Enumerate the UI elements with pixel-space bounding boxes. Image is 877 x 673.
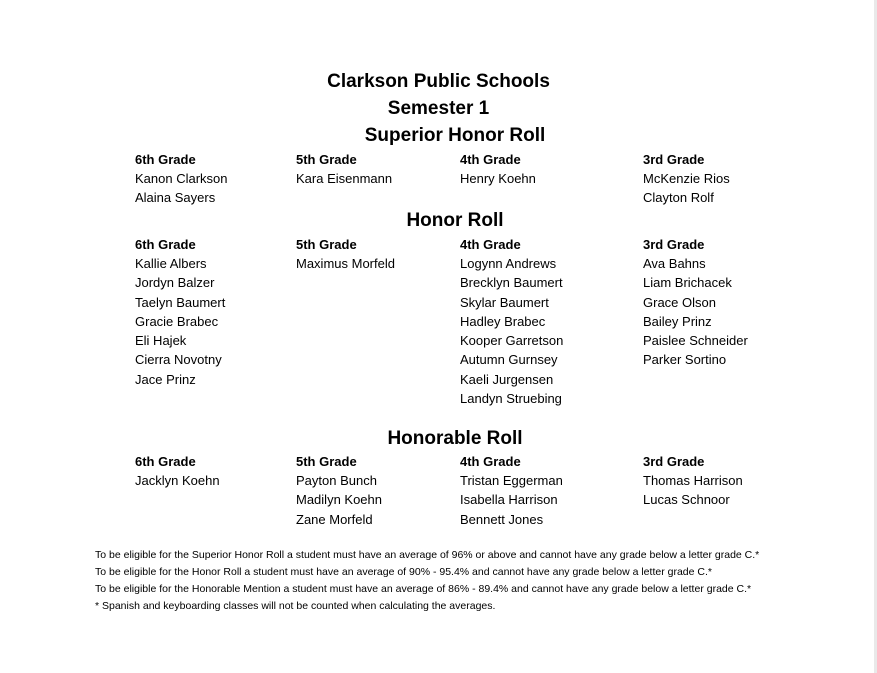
student-name: Kallie Albers: [135, 256, 207, 271]
grade-header: 3rd Grade: [643, 152, 705, 167]
student-name: Kanon Clarkson: [135, 171, 228, 186]
student-name: Payton Bunch: [296, 473, 377, 488]
student-name: Tristan Eggerman: [460, 473, 563, 488]
grade-column-4th: [460, 452, 563, 529]
grade-header: 3rd Grade: [643, 237, 705, 252]
student-name: Taelyn Baumert: [135, 294, 226, 310]
student-name: Logynn Andrews: [460, 256, 557, 271]
student-name: Kara Eisenmann: [296, 171, 393, 186]
student-name: Lucas Schnoor: [643, 492, 730, 508]
grade-header: 6th Grade: [135, 152, 196, 167]
student-name: Paislee Schneider: [643, 333, 748, 349]
grade-header: 4th Grade: [460, 152, 521, 167]
grade-column-6th: [135, 150, 228, 208]
grade-column-6th: [135, 452, 220, 490]
footnote-superior-honor-roll: To be eligible for the Superior Honor Roll a student must have an average of 96% or above and cannot have any grade below a letter grade C.*: [95, 549, 760, 561]
student-name: Jace Prinz: [135, 371, 196, 387]
student-name: Liam Brichacek: [643, 275, 732, 291]
student-name: Skylar Baumert: [460, 294, 549, 310]
student-name: Jacklyn Koehn: [135, 473, 220, 488]
student-name: Bailey Prinz: [643, 313, 712, 329]
grade-column-3rd: [643, 150, 730, 208]
student-name: Alaina Sayers: [135, 190, 216, 206]
grade-column-5th: [296, 235, 395, 273]
grade-header: 3rd Grade: [643, 454, 705, 469]
grade-column-5th: [296, 452, 382, 529]
student-name: Clayton Rolf: [643, 190, 714, 206]
student-name: Parker Sortino: [643, 352, 727, 368]
student-name: Autumn Gurnsey: [460, 352, 558, 368]
student-name: Kaeli Jurgensen: [460, 371, 554, 387]
student-name: Kooper Garretson: [460, 333, 564, 349]
eligibility-footnotes: [95, 547, 759, 615]
student-name: Madilyn Koehn: [296, 492, 382, 508]
student-name: Landyn Struebing: [460, 391, 562, 407]
grade-header: 4th Grade: [460, 237, 521, 252]
semester-title: Semester 1: [387, 98, 490, 119]
grade-header: 5th Grade: [296, 237, 357, 252]
student-name: Gracie Brabec: [135, 313, 219, 329]
grade-column-5th: [296, 150, 392, 188]
footnote-honorable-mention: To be eligible for the Honorable Mention a student must have an average of 86% - 89.4% and cannot have any grade below a letter grade C.*: [95, 583, 752, 595]
student-name: Maximus Morfeld: [296, 256, 395, 271]
student-name: Henry Koehn: [460, 171, 536, 186]
footnote-honor-roll: To be eligible for the Honor Roll a student must have an average of 90% - 95.4% and cannot have any grade below a letter grade C.*: [95, 566, 712, 578]
student-name: Bennett Jones: [460, 511, 544, 527]
student-name: Jordyn Balzer: [135, 275, 215, 291]
grade-header: 5th Grade: [296, 454, 357, 469]
grade-column-6th: [135, 235, 225, 389]
section-title-honorable-roll: Honorable Roll: [387, 428, 523, 449]
student-name: Ava Bahns: [643, 256, 706, 271]
student-name: Thomas Harrison: [643, 473, 743, 488]
student-name: Zane Morfeld: [296, 511, 373, 527]
grade-column-3rd: [643, 235, 748, 370]
section-title-honor-roll: Honor Roll: [406, 210, 504, 231]
section-title-superior-honor-roll: Superior Honor Roll: [364, 125, 546, 146]
student-name: Isabella Harrison: [460, 492, 558, 508]
student-name: Brecklyn Baumert: [460, 275, 563, 291]
student-name: McKenzie Rios: [643, 171, 730, 186]
student-name: Eli Hajek: [135, 333, 187, 349]
grade-column-3rd: [643, 452, 743, 510]
grade-header: 4th Grade: [460, 454, 521, 469]
grade-column-4th: [460, 235, 563, 408]
student-name: Grace Olson: [643, 294, 716, 310]
student-name: Cierra Novotny: [135, 352, 222, 368]
grade-header: 6th Grade: [135, 237, 196, 252]
grade-header: 5th Grade: [296, 152, 357, 167]
grade-column-4th: [460, 150, 536, 188]
student-name: Hadley Brabec: [460, 313, 546, 329]
footnote-excluded-classes: * Spanish and keyboarding classes will not be counted when calculating the averages.: [95, 600, 496, 612]
school-title: Clarkson Public Schools: [327, 71, 550, 92]
grade-header: 6th Grade: [135, 454, 196, 469]
